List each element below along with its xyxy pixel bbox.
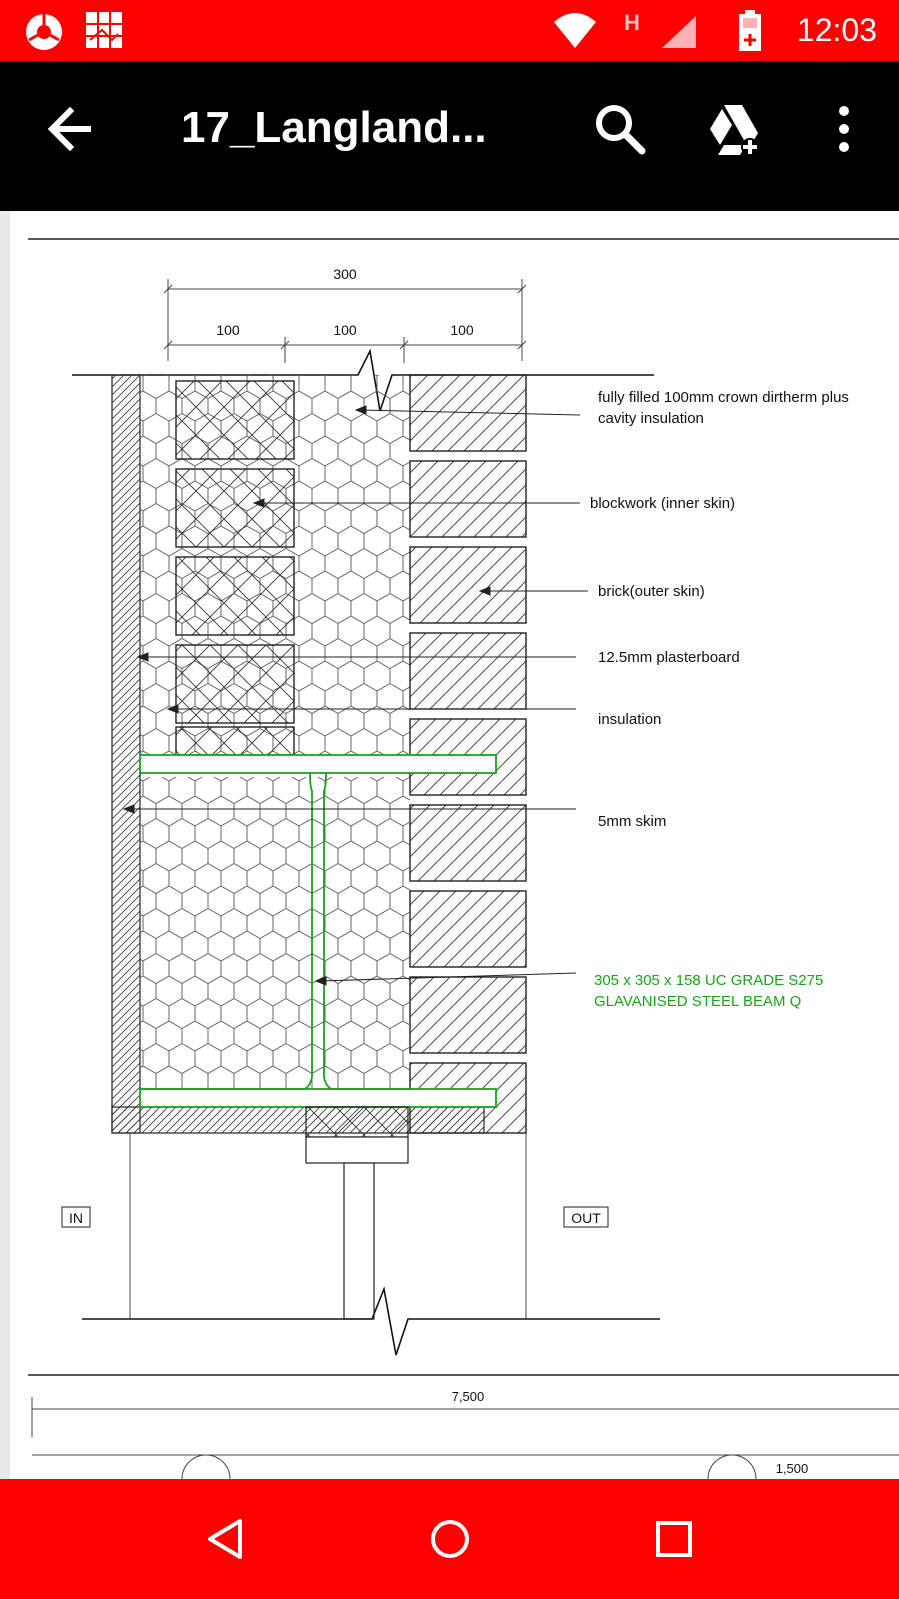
label-beam-line1: 305 x 305 x 158 UC GRADE S275 — [594, 972, 824, 989]
tag-out: OUT — [571, 1210, 601, 1226]
back-triangle-icon[interactable] — [190, 1503, 262, 1575]
dimension-7500-label: 7,500 — [451, 1389, 485, 1404]
label-plasterboard: 12.5mm plasterboard — [598, 649, 740, 666]
system-navigation-bar — [0, 1479, 899, 1599]
gallery-app-icon — [84, 10, 124, 50]
status-clock: 12:03 — [796, 12, 877, 48]
document-title: 17_Langland... — [181, 103, 487, 152]
network-type-label: H — [624, 10, 640, 35]
tag-in: IN — [69, 1210, 83, 1226]
dimension-300-label: 300 — [333, 266, 357, 282]
back-arrow-icon[interactable] — [40, 97, 104, 161]
bearing-and-column — [130, 1107, 526, 1319]
recents-square-icon[interactable] — [638, 1503, 710, 1575]
label-skim: 5mm skim — [598, 813, 667, 830]
dimension-segments — [164, 322, 526, 363]
home-circle-icon[interactable] — [414, 1503, 486, 1575]
dimension-cavity-label: 100 — [333, 322, 357, 338]
label-insulation: insulation — [598, 711, 662, 728]
blockwork-inner-skin — [176, 381, 294, 755]
cellular-signal-icon — [660, 14, 698, 50]
battery-charging-icon — [738, 10, 762, 52]
dimension-inner-label: 100 — [216, 322, 240, 338]
wifi-icon — [552, 10, 598, 50]
dimension-overall — [164, 266, 526, 361]
label-cavity-insulation-line1: fully filled 100mm crown dirtherm plus — [598, 389, 849, 406]
label-beam-line2: GLAVANISED STEEL BEAM Q — [594, 993, 802, 1010]
construction-detail-drawing — [0, 211, 899, 1479]
dimension-1500-label: 1,500 — [775, 1461, 809, 1476]
more-vertical-icon[interactable] — [812, 97, 876, 161]
dimension-outer-label: 100 — [450, 322, 474, 338]
document-viewer[interactable] — [0, 211, 899, 1479]
status-bar — [0, 0, 899, 61]
label-cavity-insulation-line2: cavity insulation — [598, 410, 704, 427]
app-toolbar — [0, 61, 899, 211]
search-icon[interactable] — [588, 97, 652, 161]
label-blockwork: blockwork (inner skin) — [590, 495, 736, 512]
plasterboard-layer — [112, 375, 140, 1133]
brick-outer-skin — [410, 375, 526, 1133]
bottom-plan-dimensions — [32, 1389, 899, 1479]
beam-insulation-infill — [140, 777, 410, 1089]
chrome-icon — [24, 12, 64, 52]
label-brick: brick(outer skin) — [598, 583, 705, 600]
annotation-labels — [590, 389, 849, 1010]
drive-add-icon[interactable] — [702, 97, 766, 161]
